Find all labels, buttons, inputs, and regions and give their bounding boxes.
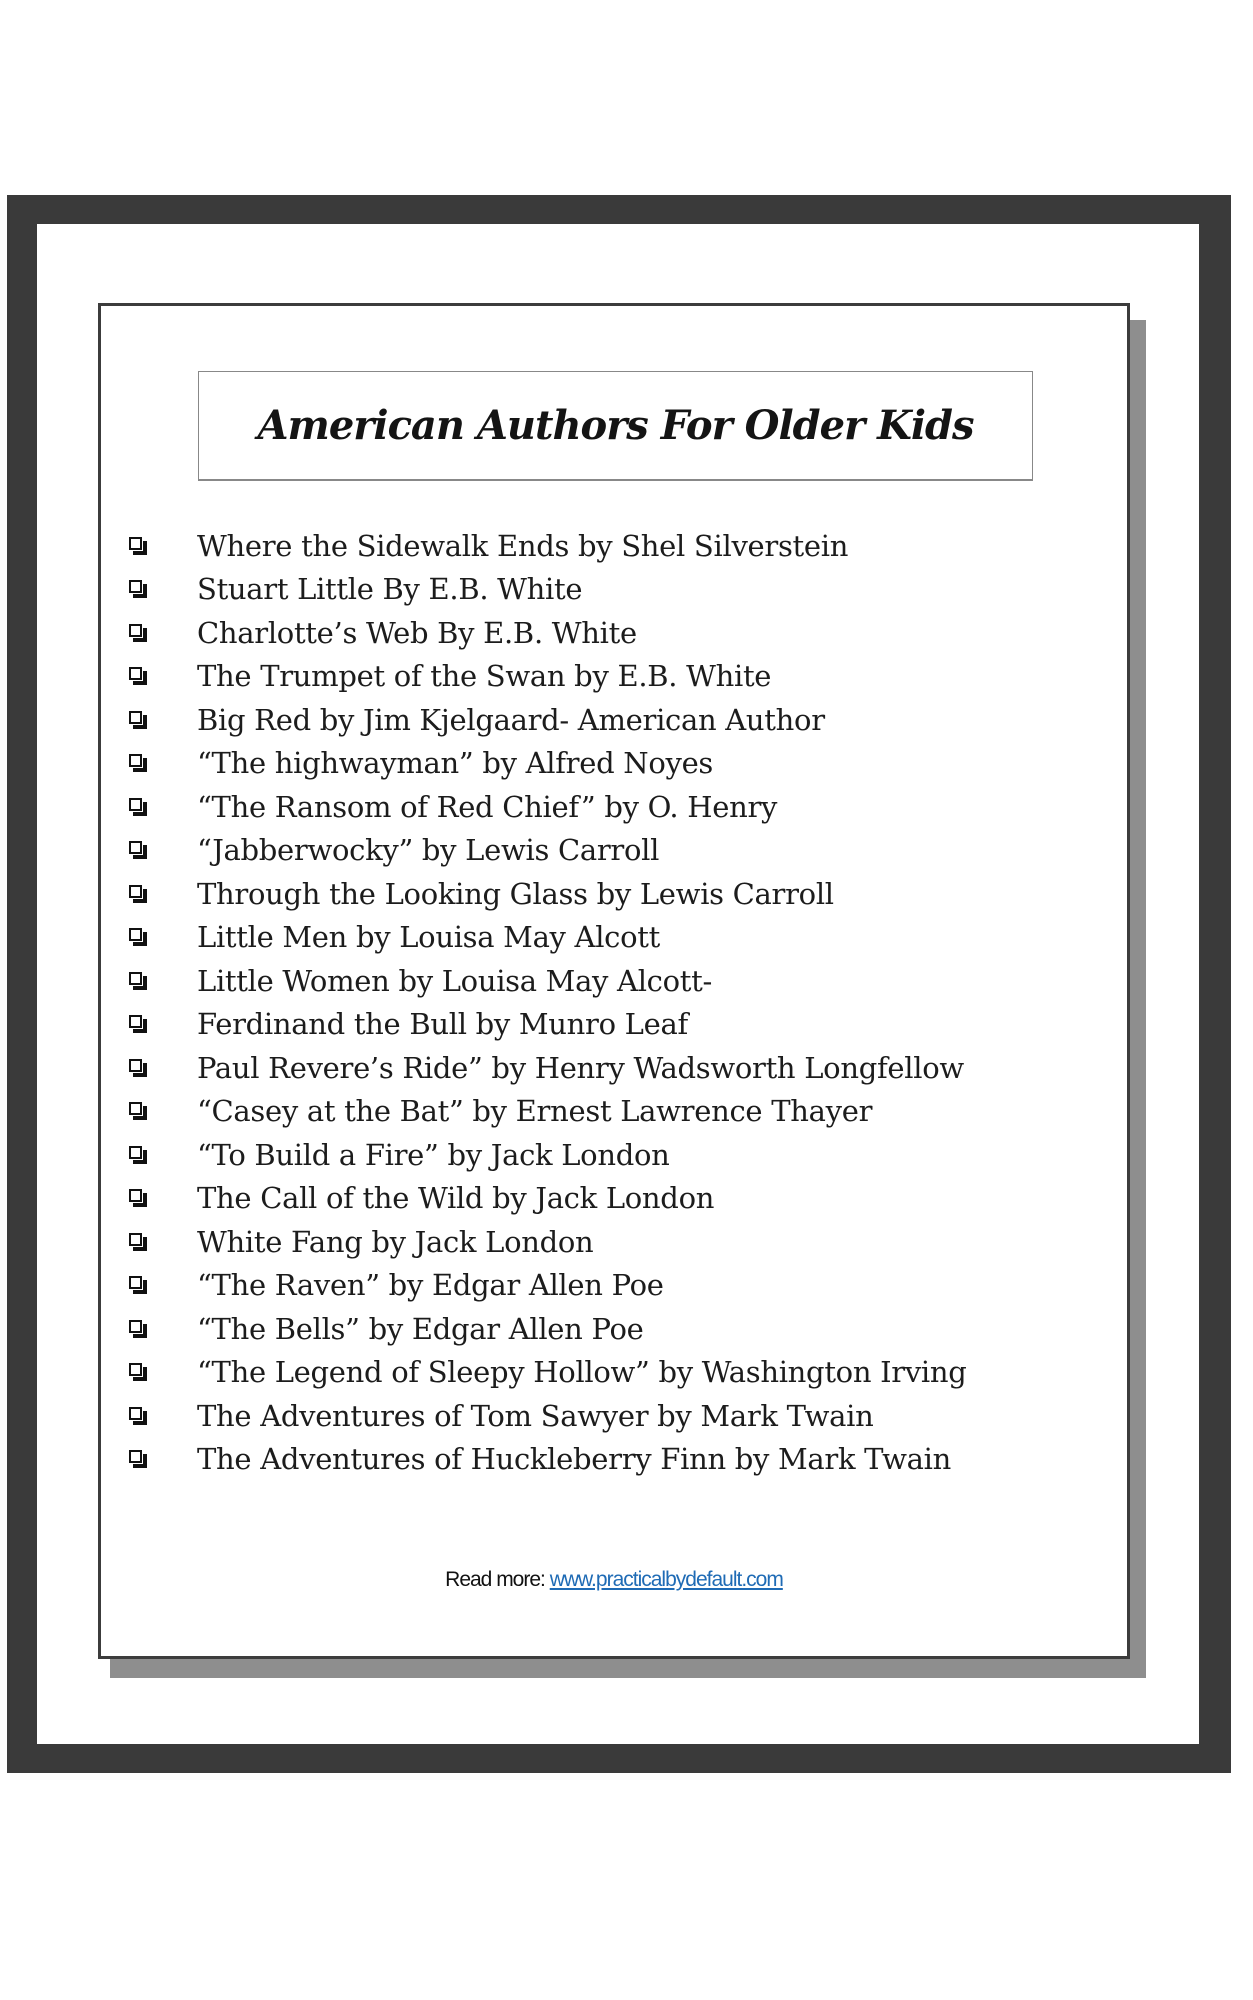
checkbox-icon[interactable] bbox=[129, 754, 147, 772]
list-item bbox=[129, 655, 967, 699]
title-box bbox=[198, 371, 1033, 481]
checkbox-icon[interactable] bbox=[129, 1146, 147, 1164]
list-item bbox=[129, 1090, 967, 1134]
book-title: The Call of the Wild by Jack London bbox=[197, 1181, 715, 1216]
checkbox-icon[interactable] bbox=[129, 798, 147, 816]
checkbox-icon[interactable] bbox=[129, 537, 147, 555]
book-title: “The Raven” by Edgar Allen Poe bbox=[197, 1268, 664, 1303]
book-title: “Casey at the Bat” by Ernest Lawrence Thayer bbox=[197, 1094, 873, 1129]
checkbox-icon[interactable] bbox=[129, 1363, 147, 1381]
list-item bbox=[129, 742, 967, 786]
list-item bbox=[129, 1394, 967, 1438]
list-item bbox=[129, 1438, 967, 1482]
book-title: Big Red by Jim Kjelgaard- American Author bbox=[197, 702, 825, 737]
checkbox-icon[interactable] bbox=[129, 1450, 147, 1468]
book-title: “The Ransom of Red Chief” by O. Henry bbox=[197, 789, 778, 824]
checkbox-icon[interactable] bbox=[129, 1189, 147, 1207]
book-title: The Adventures of Tom Sawyer by Mark Twain bbox=[197, 1398, 874, 1433]
list-item bbox=[129, 1003, 967, 1047]
document-title: American Authors For Older Kids bbox=[257, 402, 974, 449]
list-item bbox=[129, 916, 967, 960]
book-title: Little Men by Louisa May Alcott bbox=[197, 920, 660, 955]
book-title: The Trumpet of the Swan by E.B. White bbox=[197, 659, 772, 694]
book-title: Where the Sidewalk Ends by Shel Silverstein bbox=[197, 528, 849, 563]
checkbox-icon[interactable] bbox=[129, 1102, 147, 1120]
checkbox-icon[interactable] bbox=[129, 928, 147, 946]
list-item bbox=[129, 1220, 967, 1264]
checkbox-icon[interactable] bbox=[129, 972, 147, 990]
book-title: Stuart Little By E.B. White bbox=[197, 572, 583, 607]
footer-link[interactable]: www.practicalbydefault.com bbox=[549, 1568, 783, 1591]
book-title: “The Legend of Sleepy Hollow” by Washington Irving bbox=[197, 1355, 967, 1390]
footer-label: Read more: bbox=[445, 1568, 545, 1591]
book-title: Little Women by Louisa May Alcott- bbox=[197, 963, 712, 998]
book-title: “Jabberwocky” by Lewis Carroll bbox=[197, 833, 660, 868]
book-checklist bbox=[129, 524, 967, 1481]
book-title: “To Build a Fire” by Jack London bbox=[197, 1137, 670, 1172]
checkbox-icon[interactable] bbox=[129, 1407, 147, 1425]
list-item bbox=[129, 1307, 967, 1351]
document-page bbox=[98, 303, 1130, 1659]
checkbox-icon[interactable] bbox=[129, 1059, 147, 1077]
checkbox-icon[interactable] bbox=[129, 1276, 147, 1294]
book-title: “The Bells” by Edgar Allen Poe bbox=[197, 1311, 644, 1346]
list-item bbox=[129, 1177, 967, 1221]
book-title: Charlotte’s Web By E.B. White bbox=[197, 615, 637, 650]
list-item bbox=[129, 611, 967, 655]
book-title: The Adventures of Huckleberry Finn by Mark Twain bbox=[197, 1442, 952, 1477]
checkbox-icon[interactable] bbox=[129, 1015, 147, 1033]
checkbox-icon[interactable] bbox=[129, 711, 147, 729]
checkbox-icon[interactable] bbox=[129, 1233, 147, 1251]
book-title: Through the Looking Glass by Lewis Carroll bbox=[197, 876, 834, 911]
checkbox-icon[interactable] bbox=[129, 624, 147, 642]
list-item bbox=[129, 1351, 967, 1395]
book-title: White Fang by Jack London bbox=[197, 1224, 594, 1259]
book-title: Paul Revere’s Ride” by Henry Wadsworth Longfellow bbox=[197, 1050, 964, 1085]
checkbox-icon[interactable] bbox=[129, 667, 147, 685]
list-item bbox=[129, 568, 967, 612]
checkbox-icon[interactable] bbox=[129, 841, 147, 859]
list-item bbox=[129, 524, 967, 568]
book-title: Ferdinand the Bull by Munro Leaf bbox=[197, 1007, 688, 1042]
list-item bbox=[129, 698, 967, 742]
list-item bbox=[129, 785, 967, 829]
list-item bbox=[129, 1046, 967, 1090]
book-title: “The highwayman” by Alfred Noyes bbox=[197, 746, 714, 781]
checkbox-icon[interactable] bbox=[129, 885, 147, 903]
checkbox-icon[interactable] bbox=[129, 1320, 147, 1338]
checkbox-icon[interactable] bbox=[129, 580, 147, 598]
list-item bbox=[129, 1264, 967, 1308]
list-item bbox=[129, 872, 967, 916]
list-item bbox=[129, 959, 967, 1003]
list-item bbox=[129, 829, 967, 873]
footer bbox=[101, 1568, 1127, 1592]
list-item bbox=[129, 1133, 967, 1177]
